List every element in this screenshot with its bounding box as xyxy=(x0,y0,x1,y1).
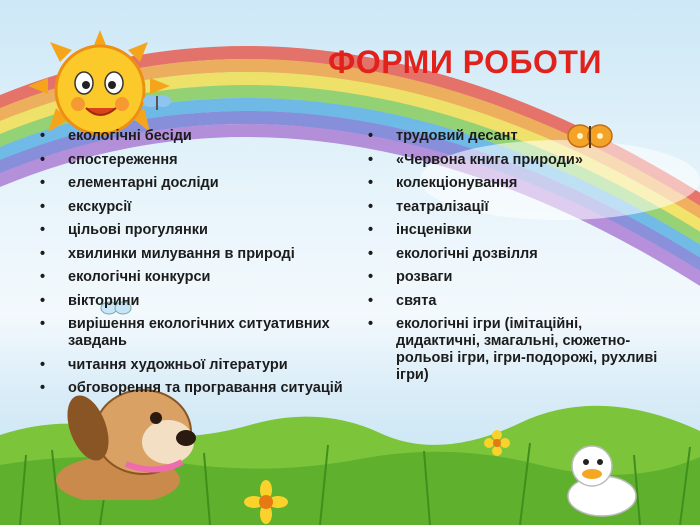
bullet-icon: • xyxy=(368,316,374,332)
list-item: • колекціонування xyxy=(368,175,518,191)
flower-icon xyxy=(236,480,296,525)
flower-icon xyxy=(484,430,510,456)
list-item: • елементарні досліди xyxy=(40,175,219,191)
list-item: • читання художньої літератури xyxy=(40,356,288,373)
butterfly-icon xyxy=(142,92,172,114)
bullet-icon: • xyxy=(368,269,374,285)
list-item: • екологічні дозвілля xyxy=(368,245,538,262)
list-item: • цільові прогулянки xyxy=(40,222,208,238)
bullet-icon: • xyxy=(40,356,46,373)
list-item: • свята xyxy=(368,292,437,309)
bullet-icon: • xyxy=(368,292,374,309)
bullet-icon: • xyxy=(40,151,46,168)
list-item: • вирішення екологічних ситуативних завдань xyxy=(40,316,330,349)
bullet-icon: • xyxy=(40,245,46,262)
bullet-icon: • xyxy=(40,175,46,191)
list-item: • розваги xyxy=(368,269,453,285)
list-item: • екологічні конкурси xyxy=(40,269,211,285)
list-item: • екологічні бесіди xyxy=(40,128,192,144)
right-list xyxy=(368,128,658,391)
left-list xyxy=(40,128,360,404)
list-item: • хвилинки милування в природі xyxy=(40,245,295,262)
list-item: • театралізації xyxy=(368,198,489,215)
bullet-icon: • xyxy=(40,198,46,215)
bullet-icon: • xyxy=(40,316,46,332)
list-item: • трудовий десант xyxy=(368,128,518,144)
bullet-icon: • xyxy=(368,245,374,262)
bullet-icon: • xyxy=(368,222,374,238)
list-item: • «Червона книга природи» xyxy=(368,151,583,168)
list-item: • інсценівки xyxy=(368,222,472,238)
slide-title: ФОРМИ РОБОТИ xyxy=(328,44,602,80)
duckling-icon xyxy=(552,438,642,518)
list-item: • екскурсії xyxy=(40,198,132,215)
bullet-icon: • xyxy=(40,128,46,144)
list-item: • обговорення та програвання ситуацій xyxy=(40,380,343,396)
bullet-icon: • xyxy=(368,175,374,191)
list-item: • спостереження xyxy=(40,151,178,168)
list-item: • вікторини xyxy=(40,292,140,309)
list-item: • екологічні ігри (імітаційні, дидактичні, змагальні, сюжетно-рольові ігри, ігри-подорожі, рухливі ігри) xyxy=(368,316,658,383)
bullet-icon: • xyxy=(368,151,374,168)
bullet-icon: • xyxy=(368,128,374,144)
bullet-icon: • xyxy=(40,380,46,396)
bullet-icon: • xyxy=(40,292,46,309)
bullet-icon: • xyxy=(368,198,374,215)
bullet-icon: • xyxy=(40,269,46,285)
bullet-icon: • xyxy=(40,222,46,238)
